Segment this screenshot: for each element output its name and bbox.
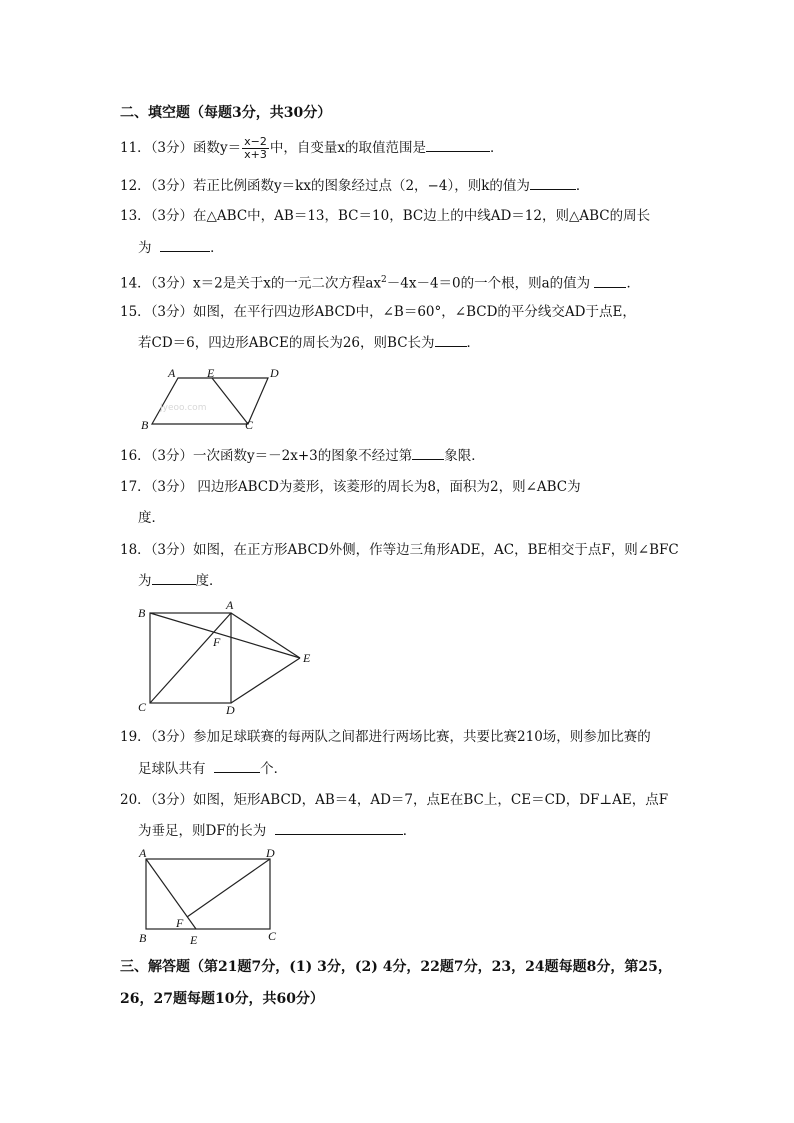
q17-text: 四边形ABCD为菱形，该菱形的周长为8，面积为2，则∠ABC为 <box>197 479 581 495</box>
q13-cont-pre: 为 <box>138 240 152 256</box>
q11-text-pre: 函数y＝ <box>193 140 242 156</box>
q12-number: 12． <box>120 178 151 194</box>
q19-number: 19． <box>120 729 151 745</box>
q17-number: 17． <box>120 479 151 495</box>
q18-label-f: F <box>213 635 221 649</box>
q15-end: ． <box>466 335 481 351</box>
q18-cont-pre: 为 <box>138 573 152 589</box>
q13-end: ． <box>210 240 224 256</box>
q15-label-c: C <box>245 418 254 432</box>
q16-score: （3分） <box>150 448 194 464</box>
q14-superscript: 2 <box>381 275 387 285</box>
q20-line-ae <box>146 859 196 929</box>
q15-label-d: D <box>270 366 279 380</box>
q20-rectangle <box>146 859 270 929</box>
q14-text-post: －4x－4＝0的一个根，则a的值为 <box>386 275 591 292</box>
q20-label-d: D <box>266 846 275 860</box>
q20-text: 如图，矩形ABCD，AB＝4，AD＝7，点E在BC上，CE＝CD，DF⊥AE，点F <box>193 792 669 808</box>
q13-score: （3分） <box>150 208 194 224</box>
q11-text-post: 中，自变量x的取值范围是 <box>269 140 427 156</box>
q14-end: ． <box>626 275 640 292</box>
q15-label-e: E <box>207 366 215 380</box>
q11-end: ． <box>490 140 504 156</box>
section-3-title-cont: 26，27题每题10分，共60分） <box>120 991 324 1007</box>
q16-number: 16． <box>120 448 151 464</box>
q14-text-pre: x＝2是关于x的一元二次方程ax <box>193 275 382 292</box>
section-2-title: 二、填空题（每题3分，共30分） <box>120 105 332 121</box>
q20-cont-pre: 为垂足，则DF的长为 <box>138 823 267 839</box>
q17-score: （3分） <box>150 479 194 495</box>
q14-number: 14． <box>120 275 151 292</box>
q16-text-pre: 一次函数y＝－2x+3的图象不经过第 <box>193 448 413 464</box>
q17-cont: 度． <box>138 510 165 526</box>
q18-label-a: A <box>226 598 234 612</box>
q11-number: 11． <box>120 140 151 156</box>
q20-end: ． <box>402 823 417 839</box>
q15-label-a: A <box>168 366 176 380</box>
q20-label-b: B <box>139 931 147 945</box>
q18-text: 如图，在正方形ABCD外侧，作等边三角形ADE，AC，BE相交于点F，则∠BFC <box>193 542 679 558</box>
q11-frac-denominator: x+3 <box>244 148 267 161</box>
q19-cont-post: 个． <box>260 761 288 777</box>
q20-number: 20． <box>120 792 151 808</box>
section-3-title: 三、解答题（第21题7分，(1) 3分，(2) 4分，22题7分，23，24题每题8分，第25， <box>120 959 672 975</box>
q18-label-b: B <box>138 606 146 620</box>
q18-cont-post: 度． <box>195 573 223 589</box>
q18-label-d: D <box>226 703 235 717</box>
q13-text: 在△ABC中，AB＝13，BC＝10，BC边上的中线AD＝12，则△ABC的周长 <box>193 208 651 224</box>
q20-line-df <box>187 859 270 917</box>
q12-end: ． <box>575 178 590 194</box>
q13-number: 13． <box>120 208 151 224</box>
q20-label-a: A <box>139 846 147 860</box>
q20-label-f: F <box>176 916 184 930</box>
q14-score: （3分） <box>150 275 194 292</box>
q20-score: （3分） <box>150 792 194 808</box>
q11-frac-numerator: x−2 <box>244 135 267 148</box>
q15-label-b: B <box>141 418 149 432</box>
q20-label-e: E <box>190 933 198 947</box>
q15-cont: 若CD＝6，四边形ABCE的周长为26，则BC长为 <box>138 335 435 351</box>
q18-score: （3分） <box>150 542 194 558</box>
q16-text-post: 象限． <box>444 448 485 464</box>
q19-text: 参加足球联赛的每两队之间都进行两场比赛，共要比赛210场，则参加比赛的 <box>193 729 651 745</box>
q18-label-c: C <box>138 700 147 714</box>
q12-score: （3分） <box>150 178 194 194</box>
q12-text: 若正比例函数y＝kx的图象经过点（2，−4），则k的值为 <box>193 178 530 194</box>
q18-label-e: E <box>303 651 311 665</box>
q15-text: 如图，在平行四边形ABCD中，∠B＝60°，∠BCD的平分线交AD于点E， <box>193 304 636 320</box>
q20-label-c: C <box>268 929 277 943</box>
q18-number: 18． <box>120 542 151 558</box>
q19-cont-pre: 足球队共有 <box>138 761 206 777</box>
q15-number: 15． <box>120 304 151 320</box>
q11-score: （3分） <box>150 140 194 156</box>
q15-watermark: Jyeoo.com <box>160 403 207 413</box>
q15-score: （3分） <box>150 304 194 320</box>
q19-score: （3分） <box>150 729 194 745</box>
